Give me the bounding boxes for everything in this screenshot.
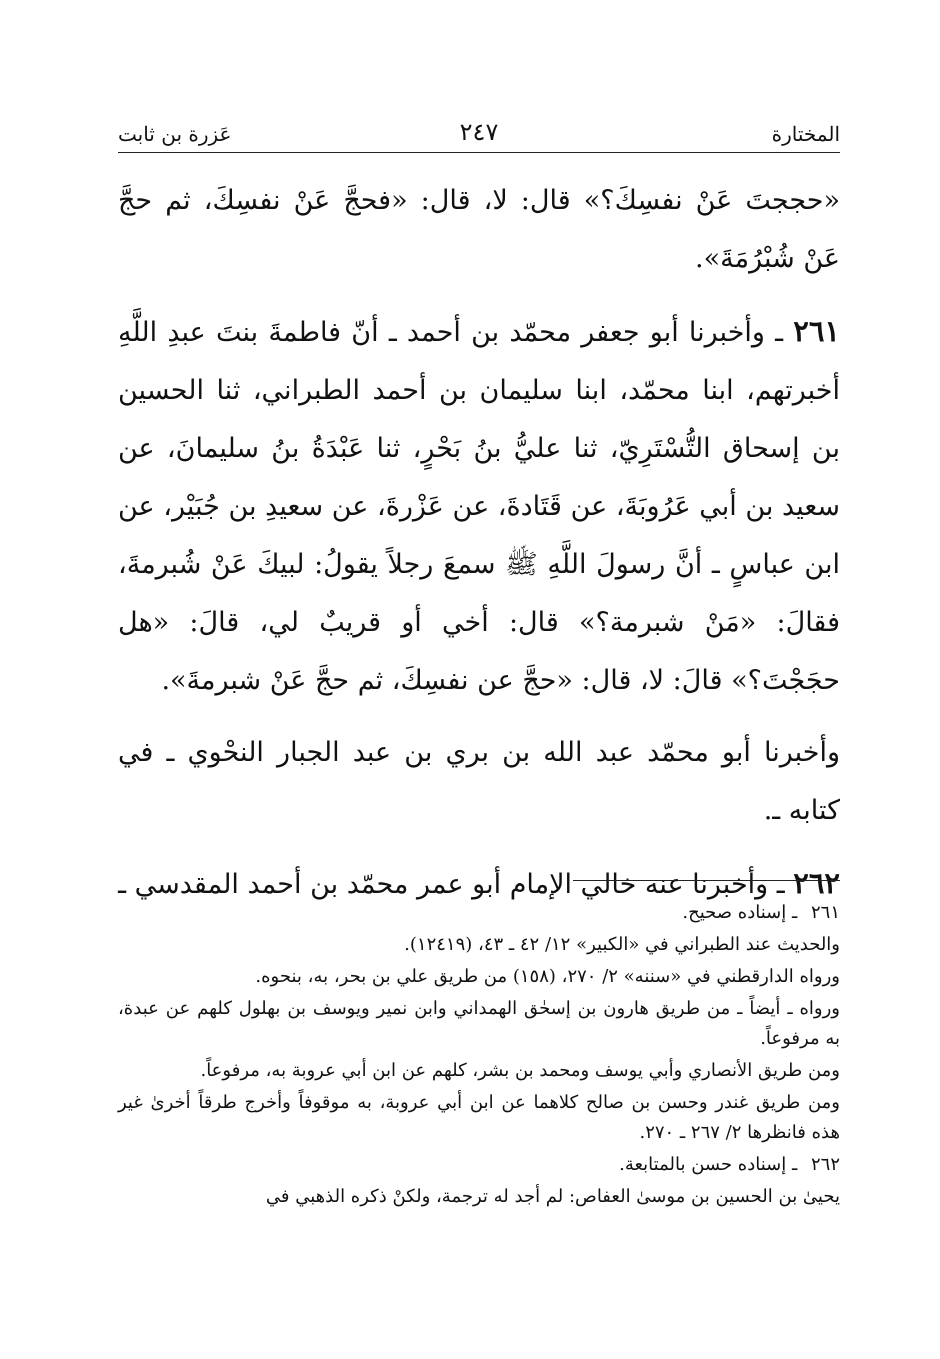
footnote-text: ـ إسناده حسن بالمتابعة. <box>619 1154 798 1175</box>
footnote-text: يحيىٰ بن الحسين بن موسىٰ العفاص: لم أجد له ترجمة، ولكنْ ذكره الذهبي في <box>265 1186 840 1207</box>
paragraph-continuation: «حججتَ عَنْ نفسِكَ؟» قال: لا، قال: «فحجَّ عَنْ نفسِكَ، ثم حجَّ عَنْ شُبْرُمَةَ». <box>118 185 840 274</box>
footnote-text: ورواه الدارقطني في «سننه» ٢/ ٢٧٠، (١٥٨) من طريق علي بن بحر، به، بنحوه. <box>255 966 840 987</box>
footnote-261-line <box>118 898 840 928</box>
footnote-text: ومن طريق الأنصاري وأبي يوسف ومحمد بن بشر، كلهم عن ابن أبي عروبة به، مرفوعاً. <box>200 1060 840 1081</box>
running-header <box>118 118 840 152</box>
footnote-number: ٢٦١ <box>810 902 840 923</box>
paragraph-kitab: وأخبرنا أبو محمّد عبد الله بن بري بن عبد الجبار النحْوي ـ في كتابه ـ. <box>118 737 840 826</box>
hadith-text: ـ وأخبرنا أبو جعفر محمّد بن أحمد ـ أنّ فاطمةَ بنتَ عبدِ اللَّهِ أخبرتهم، ابنا محمّد، ابنا سليمان بن أحمد الطبراني، ثنا الحسين بن إسحاق التُّسْتَرِيّ، ثنا عليُّ بنُ بَحْرٍ، ثنا عَبْدَةُ بنُ سليمانَ، عن سعيد بن أبي عَرُوبَةَ، عن قَتَادةَ، عن عَزْرةَ، عن سعيدِ بن جُبَيْر، عن ابن عباسٍ ـ أنَّ رسولَ اللَّهِ ﷺ سمعَ رجلاً يقولُ: لبيكَ عَنْ شُبرمةَ، فقالَ: «مَنْ شبرمة؟» قال: أخي أو قريبٌ لي، قالَ: «هل حجَجْتَ؟» قالَ: لا، قال: «حجَّ عن نفسِكَ، ثم حجَّ عَنْ شبرمةَ». <box>118 317 840 696</box>
main-text <box>118 172 840 928</box>
footnote-text: ورواه ـ أيضاً ـ من طريق هارون بن إسحٰق الهمداني وابن نمير ويوسف بن بهلول كلهم عن عبدة، به مرفوعاً. <box>118 998 840 1049</box>
hadith-261 <box>118 302 840 710</box>
book-title: المختارة <box>771 122 840 146</box>
chapter-title: عَزرة بن ثابت <box>118 122 232 146</box>
footnote-number: ٢٦٢ <box>810 1154 840 1175</box>
footnote-262-line <box>118 1150 840 1180</box>
footnotes <box>118 898 840 1214</box>
hadith-number: ٢٦٢ <box>793 866 840 900</box>
hadith-text: ـ وأخبرنا عنه خالي الإمام أبو عمر محمّد بن أحمد المقدسي ـ <box>118 869 785 900</box>
page-number: ٢٤٧ <box>459 118 499 146</box>
hadith-number: ٢٦١ <box>793 314 840 348</box>
footnote-text: والحديث عند الطبراني في «الكبير» ١٢/ ٤٢ ـ ٤٣، (١٢٤١٩). <box>404 934 840 955</box>
footnote-text: ـ إسناده صحيح. <box>682 902 798 923</box>
footnote-rule <box>573 880 840 881</box>
header-rule <box>118 152 840 153</box>
footnote-text: ومن طريق غندر وحسن بن صالح كلاهما عن ابن أبي عروبة، به موقوفاً وأخرج طرقاً أخرىٰ غير هذه فانظرها ٢/ ٢٦٧ ـ ٢٧٠. <box>118 1092 840 1143</box>
